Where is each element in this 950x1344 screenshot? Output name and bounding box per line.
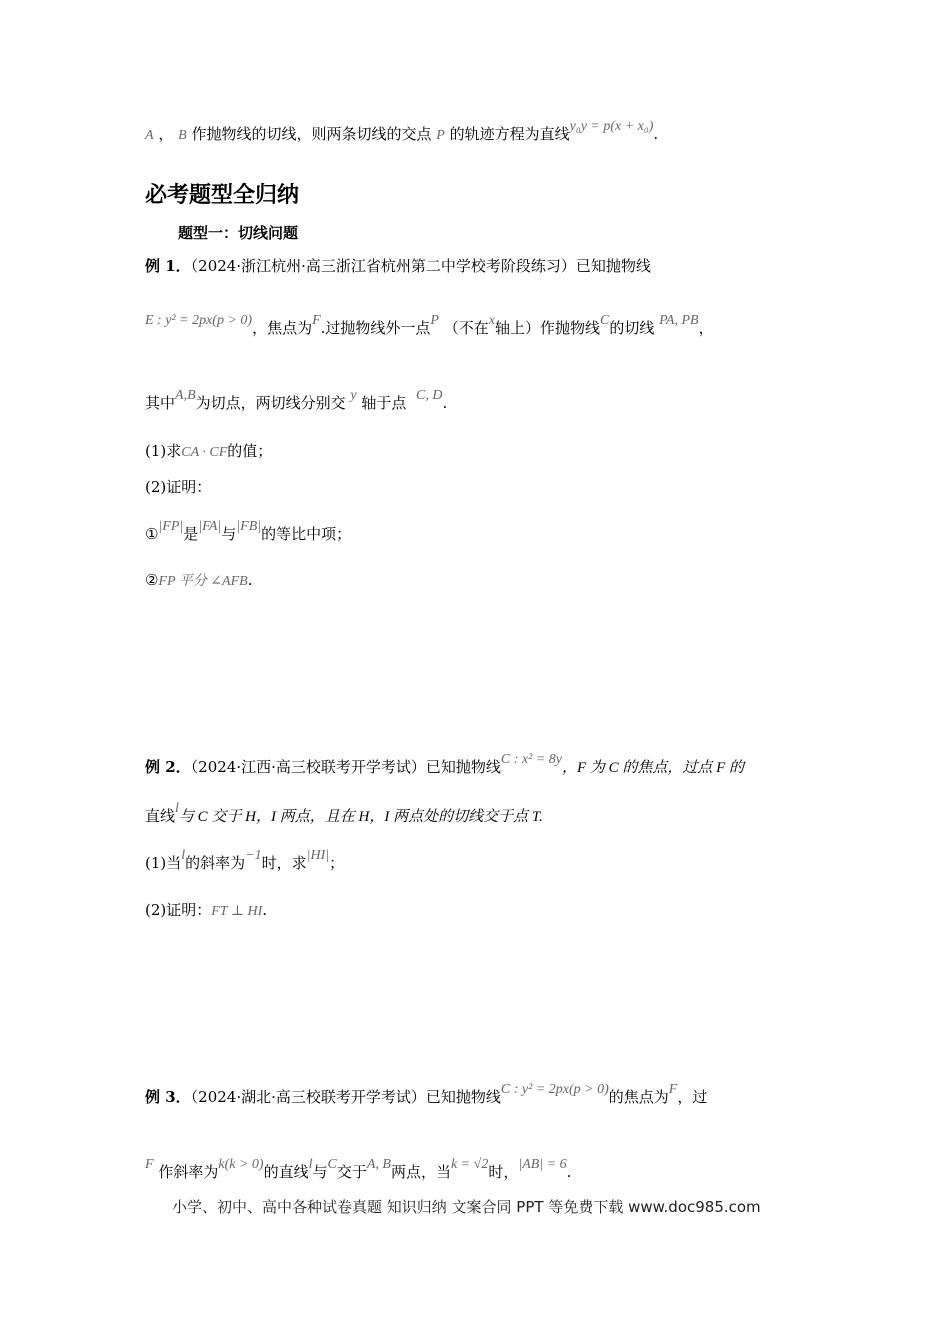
math-P: P — [430, 313, 439, 328]
math-A: A — [145, 128, 154, 143]
math-k-positive: k(k > 0) — [218, 1157, 264, 1172]
ex1-q2-text: (2)证明： — [145, 478, 212, 496]
ex3-text-end: . — [566, 1163, 572, 1181]
ex1-q1-post: 的值； — [227, 442, 273, 460]
ex1-text-tangentpts: 为切点，两切线分别交 — [195, 394, 346, 412]
ex3-text-twopts: 两点，当 — [390, 1163, 451, 1181]
ex1-text-comma: ， — [698, 319, 714, 337]
math-CA-dot-CF: CA · CF — [181, 445, 228, 460]
ex1-q2a-number: ① — [145, 525, 159, 543]
ex3-text-with: 与 — [312, 1163, 328, 1181]
ex1-text-tangent: 的切线 — [609, 319, 655, 337]
ex1-q1 — [145, 441, 272, 463]
math-l: l — [308, 1157, 313, 1172]
ex3-source: （2024·湖北·高三校联考开学考试）已知抛物线 — [190, 1088, 501, 1106]
ex1-q2b: ②FP 平分 ∠AFB. — [145, 571, 253, 589]
ex2-q1 — [145, 848, 345, 875]
ex1-source: （2024·浙江杭州·高三浙江省杭州第二中学校考阶段练习）已知抛物线 — [190, 257, 651, 275]
ex2-q2-pre: (2)证明： — [145, 901, 212, 919]
math-FP-abs: |FP| — [158, 519, 184, 534]
ex2-q2-end: . — [262, 901, 268, 919]
ex2-q1-mid: 的斜率为 — [185, 854, 246, 872]
ex1-line-3: 其中A,B为切点，两切线分别交 y 轴于点 C, D. — [145, 388, 448, 412]
ex3-label: 例 3． — [145, 1088, 191, 1106]
math-k-sqrt2: k = √2 — [450, 1157, 489, 1172]
ex3-text-line: 的直线 — [263, 1163, 309, 1181]
ex2-text-line: 直线 — [145, 807, 176, 825]
ex2-line-1 — [145, 752, 745, 779]
footer-banner: 小学、初中、高中各种试卷真题 知识归纳 文案合同 PPT 等免费下载 www.doc985.com — [172, 1198, 761, 1216]
ex1-label: 例 1． — [145, 257, 191, 275]
math-F: F — [312, 313, 321, 328]
ex2-line-2 — [145, 801, 543, 828]
ex1-q2a-and: 与 — [221, 525, 237, 543]
ex2-text-rest: ，F 为 C 的焦点，过点 F 的 — [561, 760, 745, 776]
math-E-equation: E : y² = 2px(p > 0) — [145, 313, 253, 328]
ex3-text-when: 时， — [488, 1163, 519, 1181]
math-A-B: A, B — [366, 1157, 391, 1172]
math-F: F — [145, 1157, 154, 1172]
ex1-q2 — [145, 477, 211, 497]
math-FT-perp-HI: FT ⊥ HI — [211, 904, 263, 919]
section-heading: 必考题型全归纳 — [145, 183, 300, 208]
ex3-line-1 — [145, 1082, 708, 1109]
math-F: F — [668, 1082, 678, 1097]
ex2-q1-end: ； — [329, 854, 345, 872]
ex1-text-notin: （不在 — [443, 319, 489, 337]
math-P: P — [436, 128, 445, 143]
math-C: C — [600, 313, 610, 328]
math-FA-abs: |FA| — [198, 519, 222, 534]
intro-text-2: 的轨迹方程为直线 — [449, 125, 570, 143]
ex3-text-slope: 作斜率为 — [158, 1163, 219, 1181]
ex1-q1-pre: (1)求 — [145, 442, 182, 460]
intro-text-1: 作抛物线的切线，则两条切线的交点 — [191, 125, 432, 143]
ex3-text-focus: 的焦点为 — [608, 1088, 669, 1106]
math-locus-equation: y₀y = p(x + x₀) — [569, 119, 654, 134]
math-C: C — [327, 1157, 337, 1172]
ex1-line-2 — [145, 313, 714, 340]
ex1-q2b-number: ② — [145, 571, 159, 589]
math-C-D: C, D — [415, 388, 443, 403]
ex1-q2a — [145, 519, 352, 546]
ex1-text-focus: ，焦点为 — [252, 319, 313, 337]
math-x: x — [488, 313, 495, 328]
math-FP-bisects-AFB: FP 平分 ∠AFB — [158, 574, 248, 589]
ex1-q2a-is: 是 — [183, 525, 199, 543]
math-neg-one: −1 — [245, 848, 262, 863]
ex2-text-line2: 与 C 交于 H，I 两点，且在 H，I 两点处的切线交于点 T. — [178, 809, 543, 825]
ex1-text-yaxis: 轴于点 — [361, 394, 407, 412]
ex2-label: 例 2． — [145, 758, 191, 776]
ex3-text-guo: ，过 — [677, 1088, 708, 1106]
ex1-line-1 — [145, 256, 651, 276]
ex1-q2a-post: 的等比中项； — [261, 525, 352, 543]
ex1-text-where: 其中 — [145, 394, 176, 412]
ex2-q1-pre: (1)当 — [145, 854, 182, 872]
math-C-y2-2px: C : y² = 2px(p > 0) — [500, 1082, 609, 1097]
math-FB-abs: |FB| — [236, 519, 262, 534]
ex2-q2 — [145, 900, 267, 922]
ex3-text-meet: 交于 — [336, 1163, 367, 1181]
math-l: l — [181, 848, 186, 863]
math-B: B — [178, 128, 187, 143]
ex2-q1-post: 时，求 — [261, 854, 307, 872]
math-y: y — [350, 388, 357, 403]
math-HI-abs: |HI| — [306, 848, 330, 863]
math-C-x2-8y: C : x² = 8y — [500, 752, 562, 767]
ex3-line-2 — [145, 1157, 572, 1184]
section-subheading: 题型一：切线问题 — [178, 224, 299, 242]
ex2-source: （2024·江西·高三校联考开学考试）已知抛物线 — [190, 758, 501, 776]
ex1-text-through: .过抛物线外一点 — [320, 319, 431, 337]
math-l: l — [175, 801, 179, 816]
ex1-text-axis: 轴上）作抛物线 — [495, 319, 601, 337]
math-PA-PB: PA, PB — [659, 313, 699, 328]
math-AB-eq-6: |AB| = 6 — [518, 1157, 567, 1172]
intro-line: A ， B 作抛物线的切线，则两条切线的交点 P 的轨迹方程为直线y₀y = p(x + x₀). — [145, 119, 659, 143]
math-A-B: A,B — [175, 388, 196, 403]
